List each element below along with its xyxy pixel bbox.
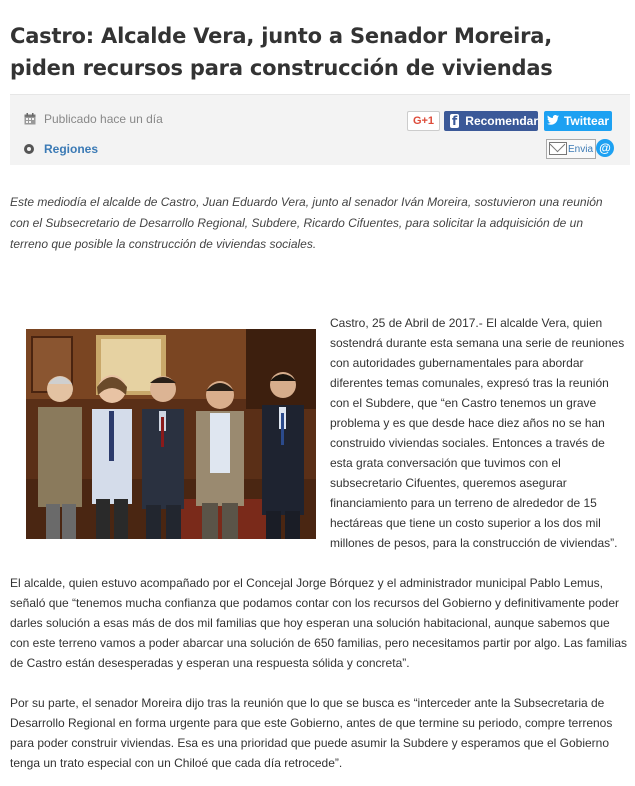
published-row xyxy=(24,112,163,126)
facebook-recommend-label: Recomendar xyxy=(465,114,538,128)
send-label: Envia xyxy=(568,144,594,155)
published-date: Publicado hace un día xyxy=(44,112,163,126)
article-paragraph-3: Por su parte, el senador Moreira dijo tras la reunión que lo que se busca es “interceder ante la Subsecretaria de Desarrollo Regional en forma urgente para que este Gobierno, antes de que termine su periodo, compre terrenos para poder construir viviendas. Esa es una prioridad que puede asumir la Subdere y esperamos que el Gobierno tenga un trato especial con un Chiloé que cada día retrocede”. xyxy=(10,696,613,770)
twitter-tweet-label: Twittear xyxy=(563,114,610,128)
calendar-icon xyxy=(24,113,36,125)
twitter-tweet-button[interactable] xyxy=(544,111,612,131)
at-sign-icon: @ xyxy=(596,139,614,157)
category-link[interactable]: Regiones xyxy=(44,142,99,156)
facebook-recommend-button[interactable] xyxy=(444,111,538,131)
article-lead: Este mediodía el alcalde de Castro, Juan Eduardo Vera, junto al senador Iván Moreira, sostuvieron una reunión con el Subsecretario de Desarrollo Regional, Subdere, Ricardo Cifuentes, para solicitar la adquisición de un terreno que posible la construcción de viviendas sociales. xyxy=(10,195,603,251)
facebook-icon: f xyxy=(450,114,459,128)
article-title: Castro: Alcalde Vera, junto a Senador Moreira, piden recursos para construcción de viviendas xyxy=(10,24,553,80)
article-photo xyxy=(26,329,316,539)
article-paragraph-1: Castro, 25 de Abril de 2017.- El alcalde Vera, quien sostendrá durante esta semana una serie de reuniones con autoridades gubernamentales para abordar diferentes temas comunales, expresó tras la reunión con el Subdere, que “en Castro tenemos un grave problema y es que desde hace diez años no se han construido viviendas sociales. Entonces a través de esta grata conversación que tuvimos con el subsecretario Cifuentes, queremos asegurar financiamiento para un terreno de alrededor de 15 hectáreas que tiene un costo superior a los dos mil millones de pesos, para la construcción de viviendas”. xyxy=(330,316,625,550)
twitter-bird-icon xyxy=(547,114,559,128)
article-meta-bar xyxy=(10,94,630,165)
article-paragraph-2: El alcalde, quien estuvo acompañado por el Concejal Jorge Bórquez y el administrador municipal Pablo Lemus, señaló que “tenemos mucha confianza que podamos contar con los recursos del Gobierno y definitivamente poder darles solución a esas más de dos mil familias que hoy esperan una solución habitacional, aunque sabemos que con este terreno vamos a poder abarcar una solución de 650 familias, pero necesitamos partir por algo. Las familias de Castro están desesperadas y esperan una respuesta sólida y concreta”. xyxy=(10,576,627,670)
google-plus-button[interactable]: G+1 xyxy=(407,111,440,131)
envelope-icon xyxy=(549,142,567,155)
category-dot-icon xyxy=(24,144,34,154)
send-email-button[interactable] xyxy=(546,139,614,159)
category-row xyxy=(24,142,98,156)
